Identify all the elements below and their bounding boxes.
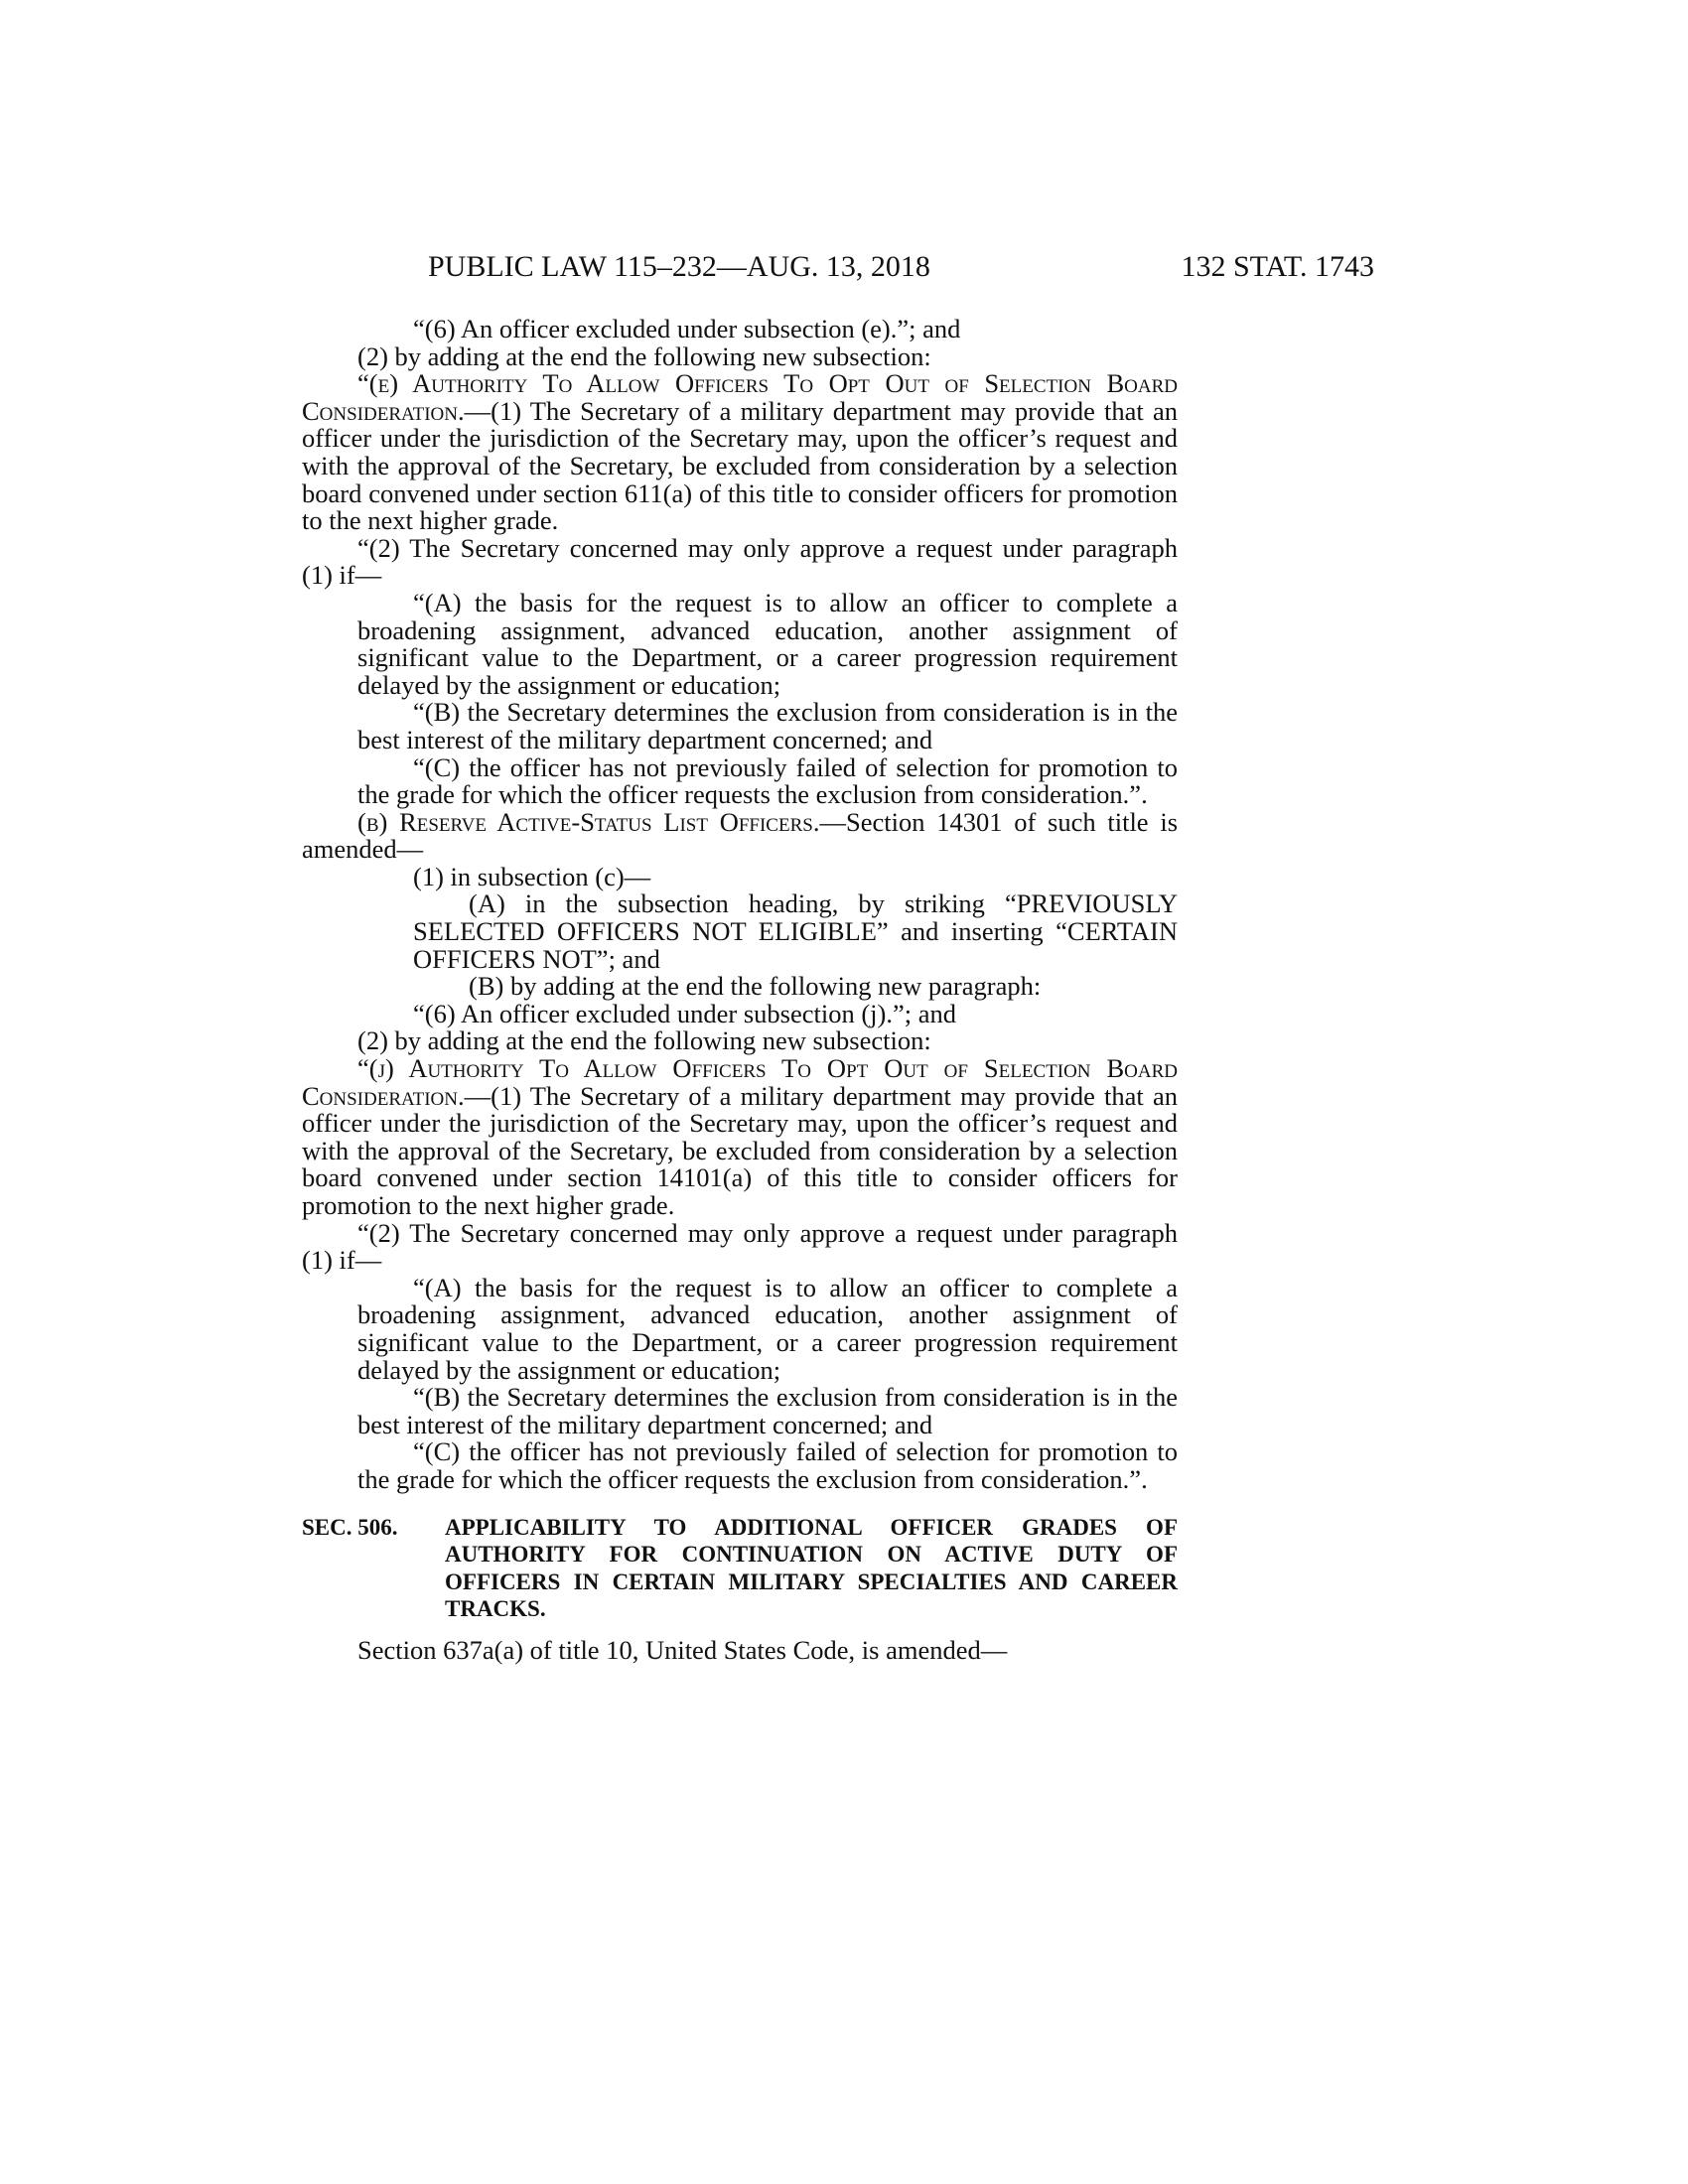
section-first-paragraph: Section 637a(a) of title 10, United States Code, is amended— (357, 1634, 1008, 1665)
section-heading (302, 1514, 1178, 1623)
paragraph-text: “(6) An officer excluded under subsection (j).”; and (413, 998, 956, 1028)
document-body (302, 316, 1178, 1665)
paragraph-heading: “(j) Authority To Allow Officers To Opt Out of Selection Board Consideration. (302, 1053, 1178, 1111)
paragraph-text: “(C) the officer has not previously failed of selection for promotion to the grade for which the officer requests the exclusion from consideration.”. (357, 751, 1178, 810)
paragraph (302, 370, 1178, 535)
paragraph (302, 587, 1178, 700)
paragraph (302, 861, 1178, 891)
paragraph (302, 1438, 1178, 1493)
paragraph (302, 1384, 1178, 1438)
paragraph-text: (2) by adding at the end the following new subsection: (357, 341, 931, 371)
paragraph-text: “(B) the Secretary determines the exclusion from consideration is in the best interest of the military department concerned; and (357, 697, 1178, 754)
paragraph-text: (B) by adding at the end the following new paragraph: (469, 971, 1042, 1002)
paragraph-text: “(A) the basis for the request is to allow an officer to complete a broadening assignment, advanced education, another assignment of significant value to the Department, or a career progression requirement delayed by the assignment or education; (357, 1272, 1178, 1385)
section-number: SEC. 506. (302, 1514, 398, 1540)
paragraph (302, 806, 1179, 865)
paragraph-text: “(A) the basis for the request is to allow an officer to complete a broadening assignment, advanced education, another assignment of significant value to the Department, or a career progression requirement delayed by the assignment or education; (357, 587, 1178, 700)
paragraph-text: “(2) The Secretary concerned may only approve a request under paragraph (1) if— (302, 1217, 1178, 1276)
header-title: PUBLIC LAW 115–232—AUG. 13, 2018 (428, 250, 930, 283)
paragraph-heading: “(e) Authority To Allow Officers To Opt Out of Selection Board Consideration. (302, 368, 1178, 426)
paragraph-text: —(1) The Secretary of a military department may provide that an officer under the jurisdiction of the Secretary may, upon the officer’s request and with the approval of the Secretary, be excluded from consideration by a selection board convened under section 611(a) of this title to consider officers for promotion to the next higher grade. (302, 395, 1178, 536)
paragraph-text: —Section 14301 of such title is amended— (302, 806, 1179, 865)
running-header (302, 250, 1374, 290)
paragraph (302, 1055, 1178, 1220)
paragraph (302, 890, 1178, 973)
paragraph (302, 343, 1178, 371)
paragraph (302, 751, 1178, 810)
statute-page-number: 132 STAT. 1743 (1181, 250, 1374, 283)
paragraph-text: “(2) The Secretary concerned may only approve a request under paragraph (1) if— (302, 532, 1178, 591)
paragraph-text: (2) by adding at the end the following new subsection: (357, 1025, 931, 1056)
paragraph-text: (A) in the subsection heading, by striking “PREVIOUSLY SELECTED OFFICERS NOT ELIGIBLE” and inserting “CERTAIN OFFICERS NOT”; and (413, 888, 1178, 974)
paragraph-text: (1) in subsection (c)— (413, 861, 651, 891)
paragraph-text: “(C) the officer has not previously failed of selection for promotion to the grade for which the officer requests the exclusion from consideration.”. (357, 1436, 1178, 1494)
paragraph-heading: (b) Reserve Active-Status List Officers. (357, 806, 820, 837)
paragraph (302, 1027, 1178, 1055)
paragraph (302, 998, 1178, 1028)
paragraph (302, 1272, 1178, 1385)
paragraph-text: “(6) An officer excluded under subsection (e).”; and (413, 314, 961, 343)
paragraph (302, 699, 1178, 753)
paragraph (302, 316, 1178, 343)
section-title: APPLICABILITY TO ADDITIONAL OFFICER GRADES OF AUTHORITY FOR CONTINUATION ON ACTIVE DUTY OF OFFICERS IN CERTAIN MILITARY SPECIALTIES AND CAREER TRACKS. (445, 1514, 1178, 1622)
paragraph-text: —(1) The Secretary of a military department may provide that an officer under the jurisdiction of the Secretary may, upon the officer’s request and with the approval of the Secretary, be excluded from consideration by a selection board convened under section 14101(a) of this title to consider officers for promotion to the next higher grade. (302, 1080, 1178, 1220)
paragraph-text: “(B) the Secretary determines the exclusion from consideration is in the best interest of the military department concerned; and (357, 1382, 1178, 1439)
paragraph (302, 532, 1178, 591)
paragraph (302, 973, 1178, 1001)
paragraph (302, 1217, 1178, 1276)
paragraph-list (302, 316, 1178, 1494)
